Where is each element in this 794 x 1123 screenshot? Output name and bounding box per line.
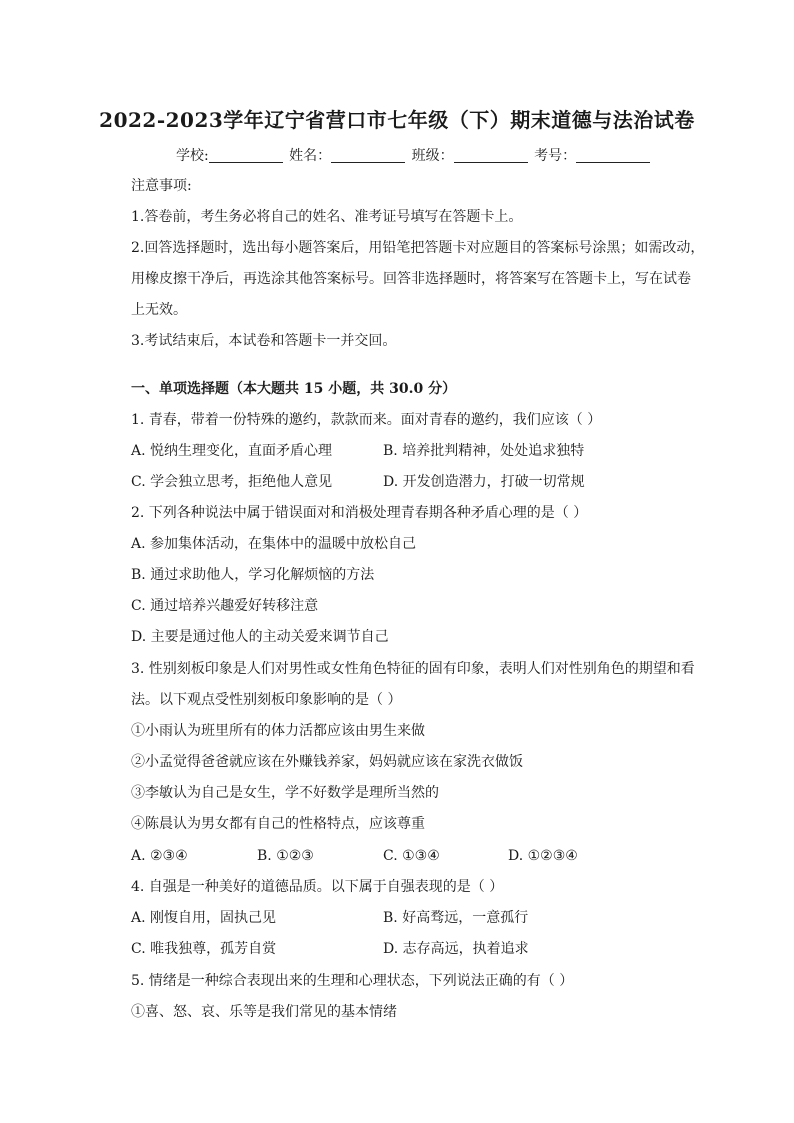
option-a: A. ②③④ bbox=[131, 848, 188, 864]
statement: ④陈晨认为男女都有自己的性格特点，应该尊重 bbox=[131, 816, 425, 832]
option-b: B. 培养批判精神，处处追求独特 bbox=[383, 443, 585, 459]
name-label: 姓名： bbox=[289, 148, 332, 164]
option-a: A. 刚愎自用，固执己见 bbox=[131, 910, 277, 926]
option-a: A. 悦纳生理变化，直面矛盾心理 bbox=[131, 443, 333, 459]
section-heading: 一、单项选择题（本大题共 15 小题，共 30.0 分） bbox=[131, 381, 457, 397]
exam-no-blank bbox=[576, 148, 650, 163]
school-label: 学校: bbox=[176, 148, 209, 164]
question-stem: 2. 下列各种说法中属于错误面对和消极处理青春期各种矛盾心理的是（ ） bbox=[131, 505, 588, 521]
notice-item: 用橡皮擦干净后，再选涂其他答案标号。回答非选择题时，将答案写在答题卡上，写在试卷 bbox=[131, 271, 691, 287]
exam-no-label: 考号： bbox=[534, 148, 577, 164]
option-d: D. 开发创造潜力，打破一切常规 bbox=[383, 474, 585, 490]
question-stem: 5. 情绪是一种综合表现出来的生理和心理状态，下列说法正确的有（ ） bbox=[131, 973, 574, 989]
option-c: C. ①③④ bbox=[383, 848, 440, 864]
question-stem: 3. 性别刻板印象是人们对男性或女性角色特征的固有印象，表明人们对性别角色的期望和看 bbox=[131, 661, 695, 677]
school-blank bbox=[209, 148, 283, 163]
option-b: B. 通过求助他人，学习化解烦恼的方法 bbox=[131, 567, 375, 583]
notice-item: 1.答卷前，考生务必将自己的姓名、准考证号填写在答题卡上。 bbox=[131, 209, 523, 225]
question-stem-cont: 法。以下观点受性别刻板印象影响的是（ ） bbox=[131, 692, 402, 708]
class-blank bbox=[454, 148, 528, 163]
statement: ①喜、怒、哀、乐等是我们常见的基本情绪 bbox=[131, 1004, 397, 1020]
statement: ③李敏认为自己是女生，学不好数学是理所当然的 bbox=[131, 785, 439, 801]
option-c: C. 学会独立思考，拒绝他人意见 bbox=[131, 474, 333, 490]
option-c: C. 通过培养兴趣爱好转移注意 bbox=[131, 598, 319, 614]
student-info-row bbox=[176, 145, 652, 165]
option-b: B. 好高骛远，一意孤行 bbox=[383, 910, 529, 926]
notice-item: 3.考试结束后，本试卷和答题卡一并交回。 bbox=[131, 333, 397, 349]
option-d: D. ①②③④ bbox=[508, 848, 578, 864]
notice-item: 2.回答选择题时，选出每小题答案后，用铅笔把答题卡对应题目的答案标号涂黑；如需改动， bbox=[131, 240, 705, 256]
statement: ①小雨认为班里所有的体力活都应该由男生来做 bbox=[131, 723, 425, 739]
question-stem: 4. 自强是一种美好的道德品质。以下属于自强表现的是（ ） bbox=[131, 879, 504, 895]
option-a: A. 参加集体活动，在集体中的温暖中放松自己 bbox=[131, 536, 417, 552]
option-d: D. 主要是通过他人的主动关爱来调节自己 bbox=[131, 629, 389, 645]
page-title: 2022-2023学年辽宁省营口市七年级（下）期末道德与法治试卷 bbox=[99, 108, 695, 132]
option-b: B. ①②③ bbox=[257, 848, 314, 864]
notice-heading: 注意事项: bbox=[131, 178, 192, 194]
class-label: 班级： bbox=[411, 148, 454, 164]
notice-item: 上无效。 bbox=[131, 302, 187, 318]
statement: ②小孟觉得爸爸就应该在外赚钱养家，妈妈就应该在家洗衣做饭 bbox=[131, 754, 523, 770]
question-stem: 1. 青春，带着一份特殊的邀约，款款而来。面对青春的邀约，我们应该（ ） bbox=[131, 412, 602, 428]
name-blank bbox=[331, 148, 405, 163]
option-d: D. 志存高远，执着追求 bbox=[383, 941, 529, 957]
option-c: C. 唯我独尊，孤芳自赏 bbox=[131, 941, 277, 957]
